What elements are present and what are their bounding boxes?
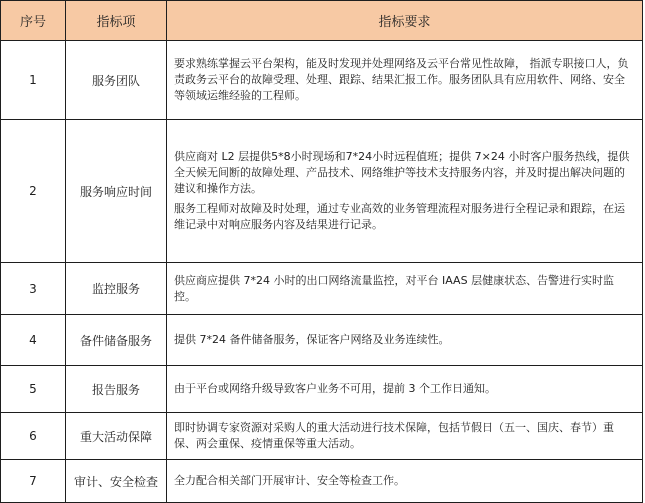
header-seq: 序号	[1, 1, 66, 41]
row-item: 报告服务	[66, 366, 167, 413]
table-row	[1, 41, 643, 120]
requirement-text: 即时协调专家资源对采购人的重大活动进行技术保障，包括节假日（五一、国庆、春节）重保、两会重保、疫情重保等重大活动。	[174, 421, 614, 450]
row-item: 重大活动保障	[66, 413, 167, 460]
table-header-row	[1, 1, 643, 41]
header-requirement: 指标要求	[167, 1, 643, 41]
row-seq: 4	[1, 315, 66, 366]
row-seq: 5	[1, 366, 66, 413]
table-row	[1, 120, 643, 263]
row-requirement	[167, 120, 643, 263]
row-item: 服务响应时间	[66, 120, 167, 263]
requirement-text: 全力配合相关部门开展审计、安全等检查工作。	[174, 474, 405, 487]
row-requirement	[167, 315, 643, 366]
row-seq: 2	[1, 120, 66, 263]
table-row	[1, 366, 643, 413]
requirement-text: 提供 7*24 备件储备服务，保证客户网络及业务连续性。	[174, 333, 450, 346]
row-requirement	[167, 413, 643, 460]
row-seq: 3	[1, 263, 66, 315]
table-row	[1, 460, 643, 503]
requirement-text: 供应商应提供 7*24 小时的出口网络流量监控，对平台 IAAS 层健康状态、告警进行实时监控。	[174, 273, 615, 303]
row-seq: 7	[1, 460, 66, 503]
row-seq: 6	[1, 413, 66, 460]
row-seq: 1	[1, 41, 66, 120]
row-requirement	[167, 263, 643, 315]
requirement-text: 服务工程师对故障及时处理，通过专业高效的业务管理流程对服务进行全程记录和跟踪，在运维记录中对响应服务内容及结果进行记录。	[174, 202, 625, 231]
row-requirement	[167, 41, 643, 120]
row-requirement	[167, 460, 643, 503]
row-item: 审计、安全检查	[66, 460, 167, 503]
row-requirement	[167, 366, 643, 413]
row-item: 监控服务	[66, 263, 167, 315]
table-row	[1, 263, 643, 315]
requirement-text: 要求熟练掌握云平台架构，能及时发现并处理网络及云平台常见性故障， 指派专职接口人，负责政务云平台的故障受理、处理、跟踪、结果汇报工作。服务团队具有应用软件、网络、安全等领域运维经验的工程师。	[174, 57, 629, 102]
requirement-text: 由于平台或网络升级导致客户业务不可用，提前 3 个工作日通知。	[174, 382, 496, 395]
table-row	[1, 413, 643, 460]
row-item: 备件储备服务	[66, 315, 167, 366]
header-item: 指标项	[66, 1, 167, 41]
table-row	[1, 315, 643, 366]
requirement-text: 供应商对 L2 层提供5*8小时现场和7*24小时远程值班；提供 7×24 小时客户服务热线，提供全天候无间断的故障处理、产品技术、网络维护等技术支持服务内容，并及时提出解决问题的建议和操作方法。	[174, 150, 630, 195]
row-item: 服务团队	[66, 41, 167, 120]
